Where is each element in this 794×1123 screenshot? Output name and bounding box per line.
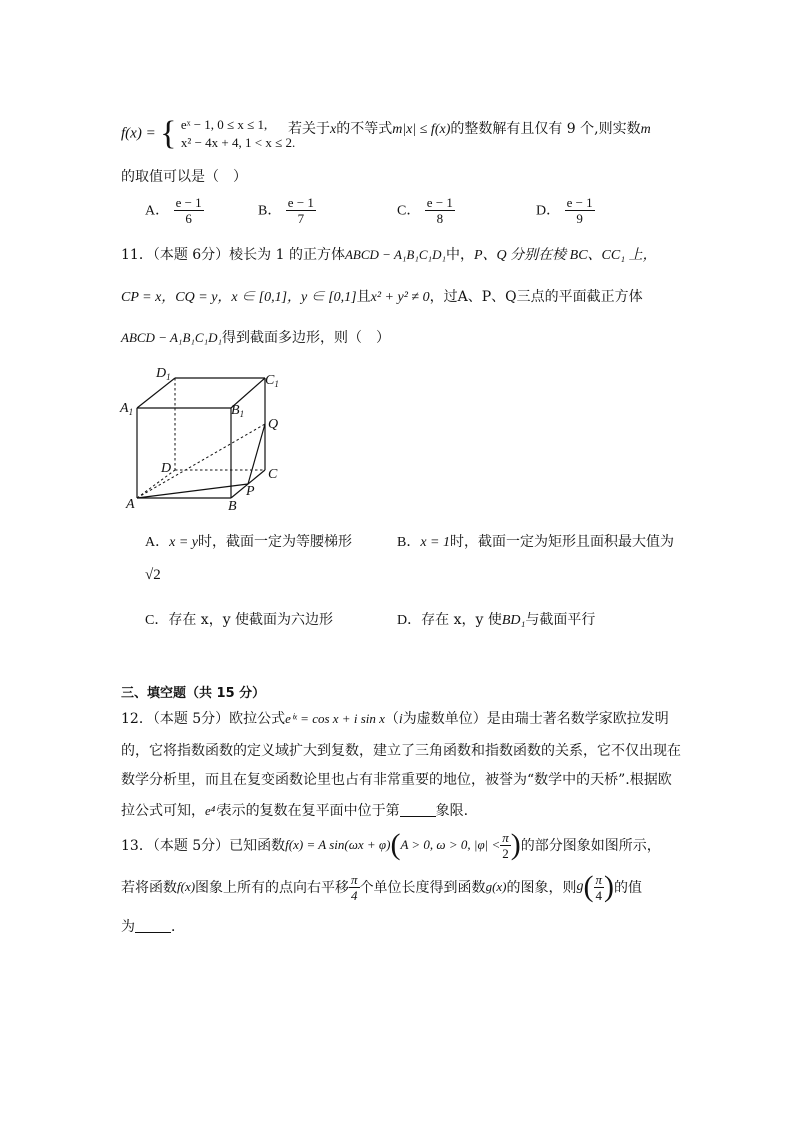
q13-line3 [121, 916, 185, 936]
q13-conditions: A > 0, ω > 0, |φ| < [400, 837, 501, 852]
paren-right-2: ) [604, 870, 615, 903]
q11-line1 [121, 244, 657, 264]
q12-l4-b: 表示的复数在复平面中位于第 [217, 803, 400, 819]
option-fraction [565, 195, 595, 226]
piecewise-case-2: x² − 4x + 4, 1 < x ≤ 2. [180, 135, 296, 150]
label-c1-sub: 1 [274, 379, 279, 389]
option-label: C． [145, 613, 169, 628]
q10-var-m: m [640, 122, 651, 137]
q11-cube-name: ABCD − A₁B₁C₁D₁ [344, 247, 446, 262]
label-d1-sub: 1 [166, 372, 171, 382]
option-text: 存在 x，y 使截面为六边形 [168, 612, 334, 628]
q10-var-x: x [330, 122, 337, 137]
option-fraction [286, 195, 316, 226]
option-condition: x = 1 [420, 535, 451, 550]
q10-function-def [121, 116, 295, 152]
label-a: A [126, 497, 135, 512]
q11-option-d[interactable] [397, 609, 595, 629]
label-c1-main: C [265, 373, 275, 388]
section-heading: 三、填空题（共 15 分） [121, 686, 266, 701]
q11-head-c: P、Q 分别在棱 BC、CC₁ 上， [473, 248, 657, 263]
denominator: 7 [297, 211, 305, 226]
q11-and: 且 [356, 289, 371, 305]
q13-l2-d: 的图象，则 [506, 880, 577, 896]
q13-function: f(x) = A sin(ωx + φ) [285, 837, 391, 852]
label-d1 [155, 366, 171, 382]
option-label: B． [397, 535, 421, 550]
paren-left: ( [390, 828, 401, 861]
q10-inequality: m|x| ≤ f(x) [392, 122, 451, 137]
pi-over-2 [500, 830, 511, 861]
q12-line4 [121, 800, 468, 820]
label-a1-main: A [120, 401, 129, 416]
numerator: e − 1 [426, 195, 453, 210]
label-b: B [228, 499, 237, 514]
q13-head: 13．（本题 5分）已知函数 [121, 838, 286, 854]
q13-l3-b: ． [171, 919, 185, 935]
piecewise-case-1: eˣ − 1, 0 ≤ x ≤ 1, [180, 117, 268, 132]
q11-option-b-continuation: √2 [145, 567, 161, 583]
option-label: A． [145, 203, 170, 219]
option-label: D． [536, 203, 561, 219]
q12-paren: （ [384, 711, 399, 727]
q11-option-a[interactable] [145, 531, 352, 551]
q11-nonzero: x² + y² ≠ 0 [370, 290, 430, 305]
denominator: 2 [502, 845, 509, 861]
label-b1 [231, 403, 244, 419]
denominator: 4 [595, 887, 602, 903]
q13-l2-b: 图象上所有的点向右平移 [195, 880, 350, 896]
numerator: e − 1 [566, 195, 593, 210]
q12-e4i: e⁴ⁱ [205, 803, 218, 818]
pi-over-4 [349, 872, 360, 903]
denominator: 6 [185, 211, 192, 226]
q12-line2: 的，它将指数函数的定义域扩大到复数，建立了三角函数和指数函数的关系，它不仅出现在 [121, 743, 681, 759]
q13-line1 [121, 827, 661, 863]
piecewise-cases [181, 116, 295, 152]
label-b1-sub: 1 [239, 409, 245, 419]
q12-line1 [121, 708, 669, 728]
q11-line2-rest: ，过A、P、Q三点的平面截正方体 [429, 289, 643, 305]
q10-option-a[interactable] [145, 195, 204, 226]
q13-fx: f(x) [177, 879, 196, 894]
option-text: 时，截面一定为等腰梯形 [198, 534, 352, 550]
q12-euler-formula: eⁱˣ = cos x + i sin x [285, 711, 385, 726]
q11-head: 11．（本题 6分）棱长为 1 的正方体 [121, 247, 345, 263]
denominator: 8 [436, 211, 444, 226]
q10-line2: 的取值可以是（ ） [121, 169, 247, 185]
q11-vars: CP = x，CQ = y，x ∈ [0,1]，y ∈ [0,1] [121, 290, 357, 305]
piecewise-brace: { [160, 115, 177, 152]
paren-left-2: ( [583, 870, 594, 903]
label-b1-main: B [231, 403, 240, 418]
q10-option-c[interactable] [397, 195, 455, 226]
q11-option-b[interactable] [397, 531, 674, 551]
numerator: π [502, 829, 509, 845]
label-d1-main: D [156, 366, 167, 381]
numerator: e − 1 [175, 195, 202, 210]
denominator: 9 [576, 211, 583, 226]
section-pq [248, 424, 265, 484]
label-c: C [268, 467, 278, 482]
label-p: P [246, 484, 255, 499]
option-condition: x = y [169, 535, 198, 550]
option-text-b: 与截面平行 [525, 612, 596, 628]
q13-l2-c: 个单位长度得到函数 [359, 880, 486, 896]
option-label: D． [397, 613, 422, 628]
label-a1 [119, 401, 133, 417]
numerator: e − 1 [287, 195, 314, 210]
func-lhs: f(x) = [121, 125, 156, 142]
q13-g: g [576, 879, 584, 894]
q12-i: i [398, 712, 403, 727]
option-fraction [425, 195, 455, 226]
q13-line2 [121, 869, 642, 905]
edge-a1d1 [137, 378, 175, 408]
q10-text-b: 的不等式 [336, 121, 393, 137]
q13-l3-a: 为 [121, 919, 135, 935]
answer-blank[interactable] [400, 802, 436, 817]
answer-blank[interactable] [135, 918, 171, 933]
paren-right: ) [510, 828, 521, 861]
q10-text-a: 若关于 [288, 121, 330, 137]
q12-line1-rest: 为虚数单位）是由瑞士著名数学家欧拉发明 [402, 711, 669, 727]
denominator: 4 [349, 887, 360, 903]
q10-option-b[interactable] [258, 195, 316, 226]
option-label: B． [258, 203, 282, 219]
q13-l2-e: 的值 [614, 880, 643, 896]
q10-condition [288, 118, 651, 138]
label-q: Q [268, 417, 279, 432]
q11-line3-rest: 得到截面多边形，则（ ） [222, 330, 390, 346]
q11-line3 [121, 327, 390, 347]
option-bd1: BD₁ [501, 613, 526, 628]
q13-l2-a: 若将函数 [121, 880, 177, 896]
cube-figure [118, 362, 293, 514]
option-fraction [174, 195, 204, 226]
pi-over-4-arg [594, 872, 605, 903]
q11-cube-name-2: ABCD − A₁B₁C₁D₁ [121, 330, 222, 345]
option-label: C． [397, 203, 421, 219]
numerator: π [595, 871, 603, 887]
numerator: π [351, 871, 358, 887]
q11-option-c[interactable] [145, 609, 333, 629]
q12-line3: 数学分析里，而且在复变函数论里也占有非常重要的地位，被誉为“数学中的天桥”.根据欧 [121, 772, 672, 788]
option-label: A． [145, 535, 170, 550]
q12-l4-c: 象限. [435, 803, 469, 819]
q12-head: 12．（本题 5分）欧拉公式 [121, 711, 286, 727]
label-c1 [265, 373, 279, 389]
option-text: 存在 x，y 使 [421, 612, 502, 628]
q13-gx: g(x) [485, 879, 507, 894]
label-a1-sub: 1 [128, 407, 134, 417]
q13-line1-rest: 的部分图象如图所示， [520, 838, 661, 854]
q11-head-b: 中， [445, 247, 474, 263]
label-d: D [161, 461, 172, 476]
option-text: 时，截面一定为矩形且面积最大值为 [450, 534, 675, 550]
q10-option-d[interactable] [536, 195, 595, 226]
q10-text-c: 的整数解有且仅有 9 个,则实数 [450, 121, 641, 137]
q11-line2 [121, 286, 643, 306]
q12-l4-a: 拉公式可知， [121, 803, 205, 819]
